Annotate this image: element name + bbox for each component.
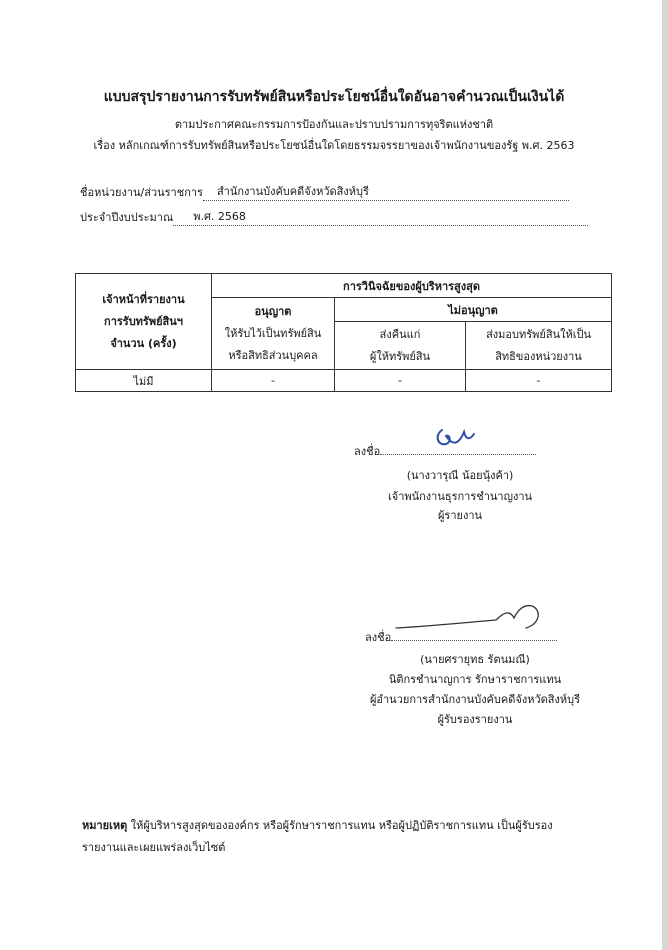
signature-1-label: ลงชื่อ	[354, 445, 381, 458]
signature-2-label: ลงชื่อ	[365, 631, 392, 644]
document-subtitle-1: ตามประกาศคณะกรรมการป้องกันและปราบปรามการทุจริตแห่งชาติ	[174, 118, 494, 131]
transfer-to-agency-header: ส่งมอบทรัพย์สินให้เป็น สิทธิของหน่วยงาน	[466, 322, 612, 370]
note-line-1	[82, 816, 553, 834]
return-cell: -	[335, 370, 466, 392]
signature-2-handwriting-icon	[392, 598, 552, 634]
table-row	[76, 370, 612, 392]
signature-1-position: เจ้าพนักงานธุรการชำนาญงาน	[387, 490, 533, 503]
count-cell: ไม่มี	[76, 370, 212, 392]
document-subtitle-2: เรื่อง หลักเกณฑ์การรับทรัพย์สินหรือประโยชน์อื่นใดโดยธรรมจรรยาของเจ้าพนักงานของรัฐ พ.ศ. 2563	[93, 139, 575, 152]
signature-2-name: (นายศรายุทธ รัตนมณี)	[420, 653, 530, 666]
fiscal-year-field	[80, 207, 588, 226]
note-label: หมายเหตุ	[82, 819, 128, 832]
signature-1-name: (นางวารุณี น้อยนุ้งค้า)	[406, 469, 514, 482]
return-to-giver-header: ส่งคืนแก่ ผู้ให้ทรัพย์สิน	[335, 322, 466, 370]
note-text-2: รายงานและเผยแพร่ลงเว็บไซต์	[82, 841, 226, 854]
decision-header: การวินิจฉัยของผู้บริหารสูงสุด	[212, 274, 612, 298]
agency-field	[80, 182, 569, 201]
transfer-cell: -	[466, 370, 612, 392]
reject-header: ไม่อนุญาต	[335, 298, 612, 322]
reporter-count-header: เจ้าหน้าที่รายงาน การรับทรัพย์สินฯ จำนวน (ครั้ง)	[76, 274, 212, 370]
approve-column: อนุญาต ให้รับไว้เป็นทรัพย์สิน หรือสิทธิส่วนบุคคล	[212, 298, 335, 370]
signature-2-position-2: ผู้อำนวยการสำนักงานบังคับคดีจังหวัดสิงห์บุรี	[369, 693, 581, 706]
fiscal-year-value: พ.ศ. 2568	[173, 207, 588, 226]
signature-2-position-1: นิติกรชำนาญการ รักษาราชการแทน	[388, 673, 562, 686]
document-title: แบบสรุปรายงานการรับทรัพย์สินหรือประโยชน์อื่นใดอันอาจคำนวณเป็นเงินได้	[103, 89, 565, 105]
approve-cell: -	[212, 370, 335, 392]
gift-summary-table	[75, 273, 612, 392]
agency-label: ชื่อหน่วยงาน/ส่วนราชการ	[80, 186, 203, 199]
fiscal-year-label: ประจำปีงบประมาณ	[80, 211, 174, 224]
signature-1-role: ผู้รายงาน	[437, 509, 483, 522]
approve-header: อนุญาต	[254, 304, 292, 318]
agency-value: สำนักงานบังคับคดีจังหวัดสิงห์บุรี	[203, 182, 569, 201]
signature-1-handwriting-icon	[430, 424, 480, 452]
signature-2-role: ผู้รับรองรายงาน	[437, 713, 513, 726]
note-text-1: ให้ผู้บริหารสูงสุดขององค์กร หรือผู้รักษาราชการแทน หรือผู้ปฏิบัติราชการแทน เป็นผู้รับรอง	[130, 819, 553, 832]
